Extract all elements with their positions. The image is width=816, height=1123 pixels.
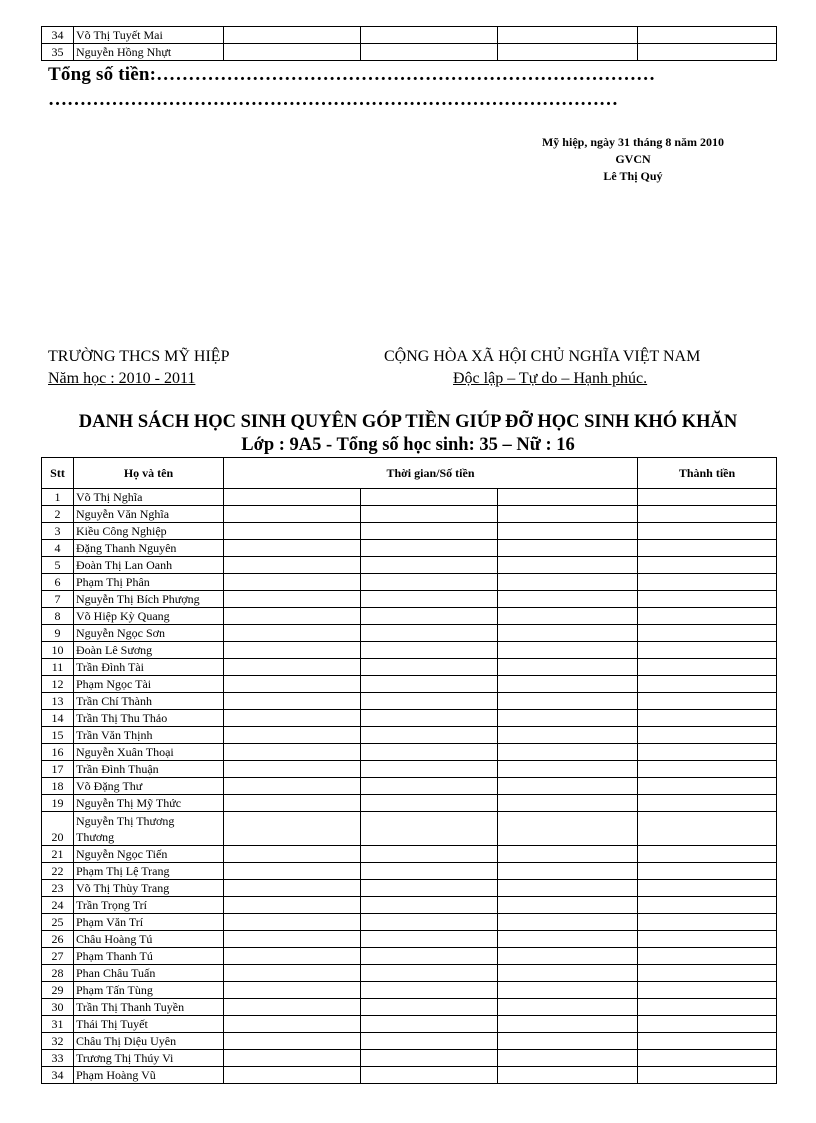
amount-cell xyxy=(224,880,361,897)
total-cell xyxy=(638,1016,777,1033)
total-cell xyxy=(638,812,777,846)
amount-cell xyxy=(498,795,638,812)
stt-cell: 12 xyxy=(42,676,74,693)
page-title: DANH SÁCH HỌC SINH QUYÊN GÓP TIỀN GIÚP ĐỠ HỌC SINH KHÓ KHĂN xyxy=(78,412,738,432)
amount-cell xyxy=(498,1050,638,1067)
total-cell xyxy=(638,965,777,982)
stt-cell: 35 xyxy=(42,44,74,61)
table-row xyxy=(42,693,777,710)
total-cell xyxy=(638,574,777,591)
table-row xyxy=(42,897,777,914)
stt-cell: 30 xyxy=(42,999,74,1016)
amount-cell xyxy=(224,948,361,965)
table-row xyxy=(42,625,777,642)
total-cell xyxy=(638,591,777,608)
stt-cell: 20 xyxy=(42,812,74,846)
total-cell xyxy=(638,863,777,880)
name-cell: Nguyễn Thị Mỹ Thức xyxy=(74,795,224,812)
stt-cell: 13 xyxy=(42,693,74,710)
signature-block xyxy=(518,134,748,185)
amount-cell xyxy=(361,863,498,880)
amount-cell xyxy=(498,931,638,948)
table-row xyxy=(42,506,777,523)
stt-cell: 10 xyxy=(42,642,74,659)
amount-cell xyxy=(498,897,638,914)
amount-cell xyxy=(361,506,498,523)
amount-cell xyxy=(498,914,638,931)
table-row xyxy=(42,982,777,999)
country-name: CỘNG HÒA XÃ HỘI CHỦ NGHĨA VIỆT NAM xyxy=(384,348,701,365)
stt-cell: 29 xyxy=(42,982,74,999)
name-cell: Trần Văn Thịnh xyxy=(74,727,224,744)
table-row xyxy=(42,846,777,863)
total-cell xyxy=(638,1050,777,1067)
school-year: Năm học : 2010 - 2011 xyxy=(48,370,196,387)
amount-cell xyxy=(224,489,361,506)
total-cell xyxy=(638,744,777,761)
table-row xyxy=(42,659,777,676)
table-row xyxy=(42,727,777,744)
name-cell: Trần Thị Thanh Tuyền xyxy=(74,999,224,1016)
amount-cell xyxy=(498,574,638,591)
table-row xyxy=(42,608,777,625)
col-time-header: Thời gian/Số tiền xyxy=(224,458,638,489)
amount-cell xyxy=(498,1067,638,1084)
total-cell xyxy=(638,1033,777,1050)
amount-cell xyxy=(361,1033,498,1050)
total-cell xyxy=(638,489,777,506)
name-cell: Võ Đặng Thư xyxy=(74,778,224,795)
table-row xyxy=(42,27,777,44)
col-name-header: Họ và tên xyxy=(74,458,224,489)
amount-cell xyxy=(498,727,638,744)
table-row xyxy=(42,676,777,693)
stt-cell: 32 xyxy=(42,1033,74,1050)
amount-cell xyxy=(361,693,498,710)
amount-cell xyxy=(498,676,638,693)
stt-cell: 31 xyxy=(42,1016,74,1033)
name-cell: Phạm Thanh Tú xyxy=(74,948,224,965)
stt-cell: 25 xyxy=(42,914,74,931)
amount-cell xyxy=(361,642,498,659)
total-cell xyxy=(638,557,777,574)
name-cell: Nguyễn Ngọc Sơn xyxy=(74,625,224,642)
amount-cell xyxy=(224,625,361,642)
name-cell: Phạm Ngọc Tài xyxy=(74,676,224,693)
amount-cell xyxy=(361,931,498,948)
amount-cell xyxy=(224,778,361,795)
total-money-line xyxy=(48,64,768,86)
signature-role: GVCN xyxy=(615,152,651,166)
amount-cell xyxy=(224,557,361,574)
amount-cell xyxy=(361,948,498,965)
name-cell: Nguyễn Văn Nghĩa xyxy=(74,506,224,523)
stt-cell: 18 xyxy=(42,778,74,795)
table-row xyxy=(42,914,777,931)
amount-cell xyxy=(498,744,638,761)
student-rows xyxy=(42,489,777,1084)
amount-cell xyxy=(498,540,638,557)
table-row xyxy=(42,523,777,540)
name-cell: Trần Đình Tài xyxy=(74,659,224,676)
total-cell xyxy=(638,931,777,948)
stt-cell: 22 xyxy=(42,863,74,880)
amount-cell xyxy=(224,931,361,948)
amount-cell xyxy=(224,642,361,659)
country-motto: Độc lập – Tự do – Hạnh phúc. xyxy=(453,370,648,387)
amount-cell xyxy=(224,659,361,676)
total-cell xyxy=(638,506,777,523)
name-cell: Phạm Văn Trí xyxy=(74,914,224,931)
stt-cell: 3 xyxy=(42,523,74,540)
stt-cell: 6 xyxy=(42,574,74,591)
table-row xyxy=(42,1050,777,1067)
total-cell xyxy=(638,540,777,557)
total-cell xyxy=(638,659,777,676)
amount-cell xyxy=(361,965,498,982)
name-cell: Đặng Thanh Nguyên xyxy=(74,540,224,557)
student-table xyxy=(41,457,777,1084)
amount-cell xyxy=(498,948,638,965)
amount-cell xyxy=(361,710,498,727)
amount-cell xyxy=(224,812,361,846)
amount-cell xyxy=(498,1033,638,1050)
name-cell: Đoàn Lê Sương xyxy=(74,642,224,659)
stt-cell: 17 xyxy=(42,761,74,778)
amount-cell xyxy=(361,1016,498,1033)
amount-cell xyxy=(224,710,361,727)
amount-cell xyxy=(224,897,361,914)
name-cell: Võ Thị Thùy Trang xyxy=(74,880,224,897)
amount-cell xyxy=(224,846,361,863)
name-cell: Trần Chí Thành xyxy=(74,693,224,710)
amount-cell xyxy=(498,880,638,897)
amount-cell xyxy=(361,880,498,897)
total-cell xyxy=(638,642,777,659)
name-cell: Phạm Tấn Tùng xyxy=(74,982,224,999)
amount-cell xyxy=(361,574,498,591)
total-cell xyxy=(638,846,777,863)
total-money-dots: …………………………………………………………………… xyxy=(156,64,656,85)
name-cell: Đoàn Thị Lan Oanh xyxy=(74,557,224,574)
amount-cell xyxy=(498,625,638,642)
name-cell: Nguyễn Thị Thương Thương xyxy=(74,812,224,846)
name-cell: Trương Thị Thúy Vi xyxy=(74,1050,224,1067)
amount-cell xyxy=(224,965,361,982)
amount-cell xyxy=(224,1016,361,1033)
name-cell: Trần Thị Thu Thảo xyxy=(74,710,224,727)
table-row xyxy=(42,795,777,812)
amount-cell xyxy=(361,540,498,557)
name-cell: Nguyễn Hồng Nhựt xyxy=(74,44,224,61)
amount-cell xyxy=(498,965,638,982)
total-cell xyxy=(638,914,777,931)
stt-cell: 15 xyxy=(42,727,74,744)
amount-cell xyxy=(498,659,638,676)
amount-cell xyxy=(498,761,638,778)
amount-cell xyxy=(224,914,361,931)
stt-cell: 21 xyxy=(42,846,74,863)
total-cell xyxy=(638,778,777,795)
table-row xyxy=(42,863,777,880)
amount-cell xyxy=(361,727,498,744)
amount-cell xyxy=(361,591,498,608)
name-cell: Phạm Hoàng Vũ xyxy=(74,1067,224,1084)
amount-cell xyxy=(361,846,498,863)
amount-cell xyxy=(224,608,361,625)
table-row xyxy=(42,557,777,574)
name-cell: Võ Hiệp Kỳ Quang xyxy=(74,608,224,625)
school-name: TRƯỜNG THCS MỸ HIỆP xyxy=(48,348,230,365)
total-cell xyxy=(638,676,777,693)
total-cell xyxy=(638,897,777,914)
amount-cell xyxy=(361,812,498,846)
amount-cell xyxy=(224,982,361,999)
amount-cell xyxy=(498,489,638,506)
name-cell: Phạm Thị Phân xyxy=(74,574,224,591)
table-row xyxy=(42,44,777,61)
total-cell xyxy=(638,710,777,727)
amount-cell xyxy=(361,744,498,761)
amount-cell xyxy=(498,557,638,574)
total-cell xyxy=(638,948,777,965)
table-row xyxy=(42,591,777,608)
stt-cell: 23 xyxy=(42,880,74,897)
name-cell: Võ Thị Nghĩa xyxy=(74,489,224,506)
stt-cell: 5 xyxy=(42,557,74,574)
page-subtitle: Lớp : 9A5 - Tổng số học sinh: 35 – Nữ : 16 xyxy=(241,435,575,455)
stt-cell: 34 xyxy=(42,1067,74,1084)
amount-cell xyxy=(361,523,498,540)
col-total-header: Thành tiền xyxy=(638,458,777,489)
amount-cell xyxy=(361,625,498,642)
name-cell: Thái Thị Tuyết xyxy=(74,1016,224,1033)
stt-cell: 19 xyxy=(42,795,74,812)
signature-name: Lê Thị Quý xyxy=(603,169,663,183)
total-cell xyxy=(638,608,777,625)
stt-cell: 8 xyxy=(42,608,74,625)
table-row xyxy=(42,744,777,761)
amount-cell xyxy=(498,642,638,659)
total-cell xyxy=(638,982,777,999)
total-money-dots-line2: ……………………………………………………………………………… xyxy=(48,89,618,110)
amount-cell xyxy=(361,999,498,1016)
name-cell: Trần Đình Thuận xyxy=(74,761,224,778)
amount-cell xyxy=(498,693,638,710)
amount-cell xyxy=(361,489,498,506)
amount-cell xyxy=(224,999,361,1016)
amount-cell xyxy=(361,982,498,999)
amount-cell xyxy=(224,1033,361,1050)
stt-cell: 9 xyxy=(42,625,74,642)
table-row xyxy=(42,880,777,897)
stt-cell: 26 xyxy=(42,931,74,948)
total-cell xyxy=(638,625,777,642)
table-header-row xyxy=(42,458,777,489)
table-row xyxy=(42,642,777,659)
table-row xyxy=(42,931,777,948)
amount-cell xyxy=(498,506,638,523)
stt-cell: 4 xyxy=(42,540,74,557)
name-cell: Nguyễn Thị Bích Phượng xyxy=(74,591,224,608)
name-cell: Nguyễn Ngọc Tiến xyxy=(74,846,224,863)
amount-cell xyxy=(498,591,638,608)
amount-cell xyxy=(361,761,498,778)
amount-cell xyxy=(224,1067,361,1084)
total-money-label: Tổng số tiền: xyxy=(48,64,157,85)
amount-cell xyxy=(498,812,638,846)
stt-cell: 27 xyxy=(42,948,74,965)
total-cell xyxy=(638,727,777,744)
amount-cell xyxy=(361,676,498,693)
stt-cell: 1 xyxy=(42,489,74,506)
amount-cell xyxy=(498,846,638,863)
total-cell xyxy=(638,693,777,710)
amount-cell xyxy=(224,727,361,744)
stt-cell: 2 xyxy=(42,506,74,523)
amount-cell xyxy=(498,982,638,999)
name-cell: Võ Thị Tuyết Mai xyxy=(74,27,224,44)
amount-cell xyxy=(361,914,498,931)
amount-cell xyxy=(498,1016,638,1033)
table-row xyxy=(42,965,777,982)
amount-cell xyxy=(224,1050,361,1067)
table-row xyxy=(42,948,777,965)
stt-cell: 28 xyxy=(42,965,74,982)
amount-cell xyxy=(224,795,361,812)
amount-cell xyxy=(498,999,638,1016)
amount-cell xyxy=(361,557,498,574)
amount-cell xyxy=(498,523,638,540)
amount-cell xyxy=(224,744,361,761)
name-cell: Phan Châu Tuấn xyxy=(74,965,224,982)
name-cell: Châu Thị Diệu Uyên xyxy=(74,1033,224,1050)
amount-cell xyxy=(361,659,498,676)
amount-cell xyxy=(224,863,361,880)
amount-cell xyxy=(361,1050,498,1067)
place-date: Mỹ hiệp, ngày 31 tháng 8 năm 2010 xyxy=(541,135,725,149)
stt-cell: 16 xyxy=(42,744,74,761)
amount-cell xyxy=(224,540,361,557)
amount-cell xyxy=(224,676,361,693)
total-cell xyxy=(638,1067,777,1084)
amount-cell xyxy=(361,795,498,812)
table-row xyxy=(42,710,777,727)
stt-cell: 33 xyxy=(42,1050,74,1067)
name-cell: Kiều Công Nghiệp xyxy=(74,523,224,540)
amount-cell xyxy=(498,608,638,625)
amount-cell xyxy=(361,608,498,625)
name-cell: Nguyễn Xuân Thoại xyxy=(74,744,224,761)
amount-cell xyxy=(224,574,361,591)
stt-cell: 14 xyxy=(42,710,74,727)
table-row xyxy=(42,574,777,591)
table-row xyxy=(42,1067,777,1084)
amount-cell xyxy=(224,761,361,778)
col-stt-header: Stt xyxy=(42,458,74,489)
stt-cell: 11 xyxy=(42,659,74,676)
total-cell xyxy=(638,523,777,540)
stt-cell: 7 xyxy=(42,591,74,608)
amount-cell xyxy=(361,897,498,914)
total-cell xyxy=(638,761,777,778)
name-cell: Châu Hoàng Tú xyxy=(74,931,224,948)
amount-cell xyxy=(498,710,638,727)
previous-table-fragment xyxy=(41,26,777,61)
stt-cell: 24 xyxy=(42,897,74,914)
amount-cell xyxy=(224,523,361,540)
total-cell xyxy=(638,795,777,812)
amount-cell xyxy=(361,1067,498,1084)
stt-cell: 34 xyxy=(42,27,74,44)
amount-cell xyxy=(224,506,361,523)
amount-cell xyxy=(498,863,638,880)
table-row xyxy=(42,999,777,1016)
table-row xyxy=(42,812,777,846)
total-cell xyxy=(638,999,777,1016)
name-cell: Trần Trọng Trí xyxy=(74,897,224,914)
table-row xyxy=(42,489,777,506)
amount-cell xyxy=(361,778,498,795)
amount-cell xyxy=(224,693,361,710)
table-row xyxy=(42,1033,777,1050)
name-cell: Phạm Thị Lệ Trang xyxy=(74,863,224,880)
amount-cell xyxy=(498,778,638,795)
table-row xyxy=(42,540,777,557)
table-row xyxy=(42,1016,777,1033)
table-row xyxy=(42,778,777,795)
amount-cell xyxy=(224,591,361,608)
total-cell xyxy=(638,880,777,897)
table-row xyxy=(42,761,777,778)
